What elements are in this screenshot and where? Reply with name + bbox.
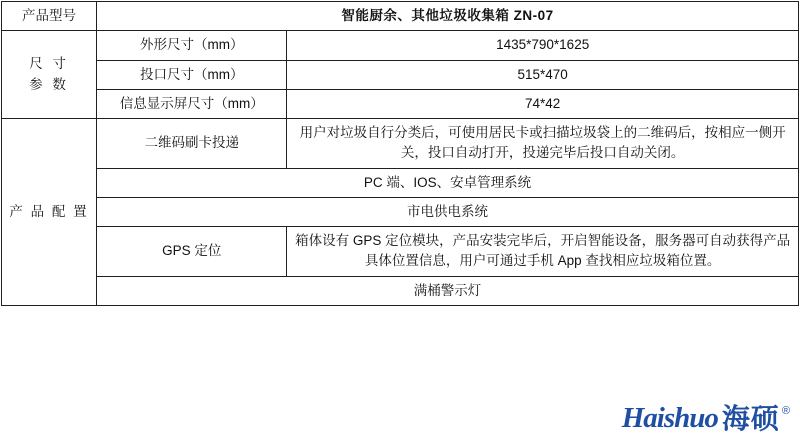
table-row-dimension-1	[2, 31, 799, 60]
dimensions-label-line-1: 尺 寸	[29, 56, 69, 72]
spec-table	[1, 1, 799, 306]
dimension-label-display: 信息显示屏尺寸（mm）	[97, 89, 287, 118]
dimension-label-inlet: 投口尺寸（mm）	[97, 60, 287, 89]
table-row-config-gps	[2, 227, 799, 277]
dimension-value-display: 74*42	[287, 89, 799, 118]
dimensions-section-label	[2, 31, 97, 119]
config-value-qrcode: 用户对垃圾自行分类后，可使用居民卡或扫描垃圾袋上的二维码后，按相应一侧开关，投口自动打开，投递完毕后投口自动关闭。	[287, 119, 799, 169]
table-row-config-platform	[2, 168, 799, 197]
table-row-config-power	[2, 197, 799, 226]
config-value-gps: 箱体设有 GPS 定位模块，产品安装完毕后，开启智能设备，服务器可自动获得产品具体位置信息，用户可通过手机 App 查找相应垃圾箱位置。	[287, 227, 799, 277]
table-row-title	[2, 2, 799, 31]
config-label-gps: GPS 定位	[97, 227, 287, 277]
brand-logo	[622, 404, 790, 433]
brand-logo-latin: Haishuo	[621, 402, 718, 434]
config-value-fulllight: 满桶警示灯	[97, 276, 799, 305]
config-section-label	[2, 119, 97, 306]
table-row-dimension-2	[2, 60, 799, 89]
spec-sheet	[0, 1, 800, 441]
dimension-value-inlet: 515*470	[287, 60, 799, 89]
table-row-config-fulllight	[2, 276, 799, 305]
table-row-config-qrcode	[2, 119, 799, 169]
config-label-text: 产 品 配 置	[9, 203, 89, 219]
brand-logo-chinese: 海硕	[721, 403, 780, 434]
dimensions-label-line-2: 参 数	[29, 76, 69, 92]
model-header-cell: 产品型号	[2, 2, 97, 31]
product-title-cell: 智能厨余、其他垃圾收集箱 ZN-07	[97, 2, 799, 31]
config-label-qrcode: 二维码刷卡投递	[97, 119, 287, 169]
dimension-label-outer: 外形尺寸（mm）	[97, 31, 287, 60]
dimension-value-outer: 1435*790*1625	[287, 31, 799, 60]
table-row-dimension-3	[2, 89, 799, 118]
config-value-platform: PC 端、IOS、安卓管理系统	[97, 168, 799, 197]
config-value-power: 市电供电系统	[97, 197, 799, 226]
registered-trademark-icon: ®	[781, 405, 790, 417]
